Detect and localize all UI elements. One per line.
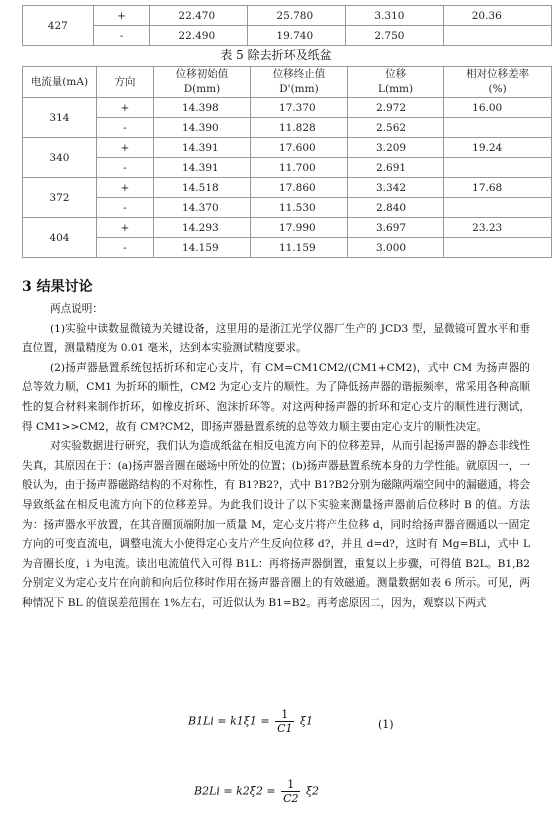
table-row xyxy=(23,198,552,218)
current-cell: 372 xyxy=(23,178,97,218)
d-cell: 14.159 xyxy=(153,238,250,258)
paragraph: 对实验数据进行研究，我们认为造成纸盆在相反电流方向下的位移差异，从而引起扬声器的静态非线性失真，其原因在于：(a)扬声器音圈在磁场中所处的位置；(b)扬声器悬置系统本身的力学性能。就原因一，一般认为，由于扬声器磁路结构的不对称性，有 B1?B2?，式中 B1?B2分别为磁隙两端空间中的漏磁通，将会导致纸盆在相反电流方向下的位移差异。为此我们设计了以下实验来测量扬声器前后位移时 B 的值。方法为：扬声器水平放置，在其音圈顶端附加一质量 M，定心支片将产生位移 d，同时给扬声器音圈通以一固定方向的可变直流电，调整电流大小使得定心支片产生反向位移 d?，并且 d=d?，这时有 Mg=BLi，式中 L 为音圈长度，i 为电流。读出电流值代入可得 B1L：再将扬声器倒置，重复以上步骤，可得值 B2L。B1,B2分别定义为定心支片在向前和向后位移时作用在扬声器音圈上的有效磁通。测量数据如表 6 所示。可见，两种情况下 BL 的值误差范围在 1%左右，可近似认为 B1=B2。再考虑原因二，因为，观察以下两式 xyxy=(22,440,530,609)
paragraph: (1)实验中读数显微镜为关键设备，这里用的是浙江光学仪器厂生产的 JCD3 型，显微镜可置水平和垂直位置，测量精度为 0.01 毫米，达到本实验测试精度要求。 xyxy=(22,322,530,355)
equation-fraction: $\frac{1}{C1}$ xyxy=(277,708,293,735)
dp-cell: 17.990 xyxy=(250,218,347,238)
table-row xyxy=(23,6,552,26)
ratio-cell xyxy=(444,238,552,258)
dp-cell: 25.780 xyxy=(248,6,346,26)
table-row xyxy=(23,98,552,118)
d-cell: 14.370 xyxy=(153,198,250,218)
table-row xyxy=(23,178,552,198)
d-cell: 14.293 xyxy=(153,218,250,238)
table-row xyxy=(23,238,552,258)
ratio-cell: 16.00 xyxy=(444,98,552,118)
paragraph: 两点说明： xyxy=(50,303,103,315)
table-header-row xyxy=(23,67,552,98)
direction-cell: - xyxy=(96,118,153,138)
table4-tail xyxy=(22,5,552,46)
l-cell: 3.697 xyxy=(348,218,444,238)
d-cell: 14.390 xyxy=(153,118,250,138)
header-ratio: 相对位移差率 (%) xyxy=(444,67,552,98)
direction-cell: - xyxy=(93,26,150,46)
current-cell: 404 xyxy=(23,218,97,258)
l-cell: 3.209 xyxy=(348,138,444,158)
l-cell: 3.342 xyxy=(348,178,444,198)
equation-number: (1) xyxy=(378,718,394,731)
dp-cell: 11.159 xyxy=(250,238,347,258)
equation-2 xyxy=(194,778,319,805)
l-cell: 3.000 xyxy=(348,238,444,258)
d-cell: 14.391 xyxy=(153,158,250,178)
direction-cell: - xyxy=(96,158,153,178)
direction-cell: + xyxy=(96,178,153,198)
body-text xyxy=(22,300,530,614)
equation-lhs: B1Li = k1ξ1 = xyxy=(188,714,270,728)
paragraph: (2)扬声器悬置系统包括折环和定心支片，有 CM=CM1CM2/(CM1+CM2)，式中 CM 为扬声器的总等效力顺，CM1 为折环的顺性，CM2 为定心支片的顺性。为了降低扬声器的谐振频率，常采用各种高顺性的复合材料来制作折环，如橡皮折环、泡沫折环等。对这两种扬声器的折环和定心支片的顺性进行测试，得 CM1>>CM2，故有 CM?CM2，即扬声器悬置系统的总等效力顺主要由定心支片的顺性决定。 xyxy=(22,361,530,433)
direction-cell: - xyxy=(96,238,153,258)
header-direction: 方向 xyxy=(96,67,153,98)
table-row xyxy=(23,26,552,46)
dp-cell: 11.700 xyxy=(250,158,347,178)
table-row xyxy=(23,218,552,238)
ratio-cell: 19.24 xyxy=(444,138,552,158)
direction-cell: - xyxy=(96,198,153,218)
l-cell: 2.691 xyxy=(348,158,444,178)
l-cell: 3.310 xyxy=(346,6,443,26)
direction-cell: + xyxy=(93,6,150,26)
d-cell: 14.391 xyxy=(153,138,250,158)
header-l: 位移 L(mm) xyxy=(348,67,444,98)
direction-cell: + xyxy=(96,98,153,118)
l-cell: 2.750 xyxy=(346,26,443,46)
table-row xyxy=(23,158,552,178)
dp-cell: 19.740 xyxy=(248,26,346,46)
dp-cell: 11.530 xyxy=(250,198,347,218)
direction-cell: + xyxy=(96,138,153,158)
equation-fraction: $\frac{1}{C2}$ xyxy=(283,778,299,805)
d-cell: 14.518 xyxy=(153,178,250,198)
equation-1 xyxy=(188,708,313,735)
dp-cell: 17.860 xyxy=(250,178,347,198)
d-cell: 22.490 xyxy=(150,26,248,46)
header-dp: 位移终止值 D'(mm) xyxy=(250,67,347,98)
ratio-cell: 17.68 xyxy=(444,178,552,198)
equation-lhs: B2Li = k2ξ2 = xyxy=(194,784,276,798)
ratio-cell: 20.36 xyxy=(443,6,551,26)
table-row xyxy=(23,138,552,158)
l-cell: 2.562 xyxy=(348,118,444,138)
current-cell: 340 xyxy=(23,138,97,178)
d-cell: 22.470 xyxy=(150,6,248,26)
ratio-cell xyxy=(443,26,551,46)
equation-tail: ξ2 xyxy=(305,784,320,798)
current-cell: 427 xyxy=(23,6,94,46)
dp-cell: 17.600 xyxy=(250,138,347,158)
ratio-cell xyxy=(444,198,552,218)
ratio-cell xyxy=(444,118,552,138)
dp-cell: 17.370 xyxy=(250,98,347,118)
section-heading: 3 结果讨论 xyxy=(22,279,93,295)
table5 xyxy=(22,66,552,258)
l-cell: 2.972 xyxy=(348,98,444,118)
ratio-cell xyxy=(444,158,552,178)
ratio-cell: 23.23 xyxy=(444,218,552,238)
direction-cell: + xyxy=(96,218,153,238)
current-cell: 314 xyxy=(23,98,97,138)
header-current: 电流量(mA) xyxy=(23,67,97,98)
table-caption: 表 5 除去折环及纸盆 xyxy=(220,48,332,62)
l-cell: 2.840 xyxy=(348,198,444,218)
d-cell: 14.398 xyxy=(153,98,250,118)
dp-cell: 11.828 xyxy=(250,118,347,138)
equation-tail: ξ1 xyxy=(299,714,314,728)
header-d: 位移初始值 D(mm) xyxy=(153,67,250,98)
table-row xyxy=(23,118,552,138)
